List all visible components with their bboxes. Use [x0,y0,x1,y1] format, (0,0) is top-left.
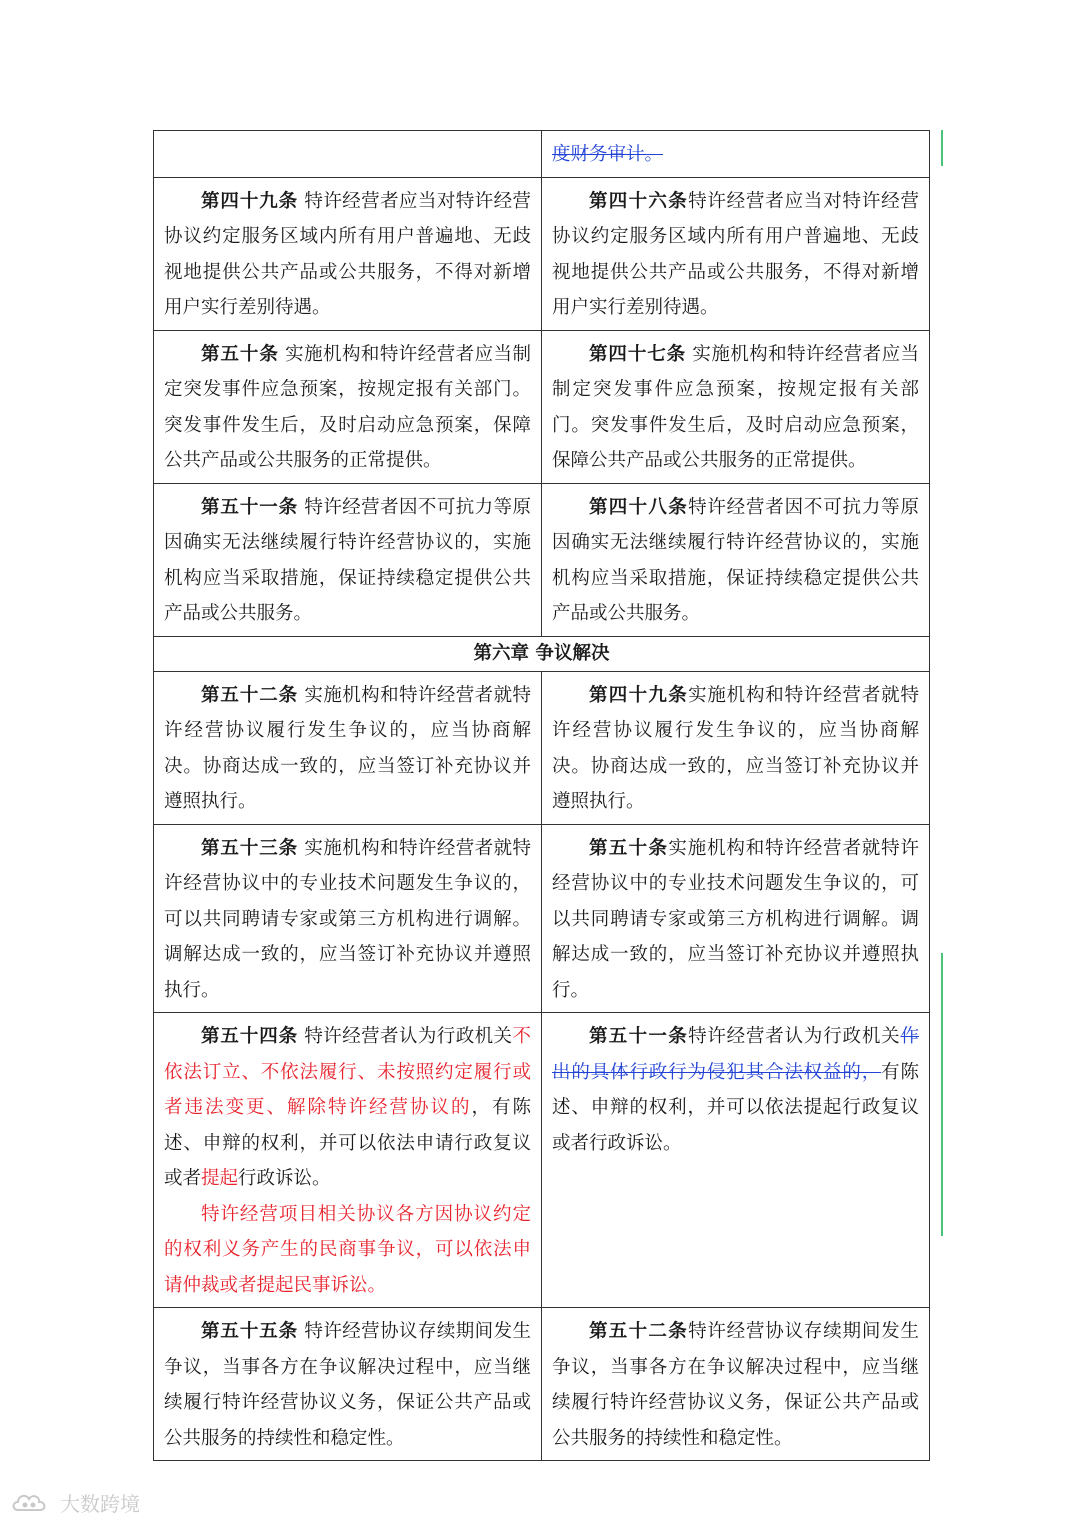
article-text: ，有陈述、申辩的权利，并可以依法申请行政复议或者 [164,1097,531,1189]
article-text: 特许经营协议存续期间发生争议，当事各方在争议解决过程中，应当继续履行特许经营协议义务，保证公共产品或公共服务的持续性和稳定性。 [552,1321,919,1449]
right-cell [542,131,930,178]
article-text: 实施机构和特许经营者就特许经营协议履行发生争议的，应当协商解决。协商达成一致的，应当签订补充协议并遵照执行。 [164,684,531,812]
cloud-logo-icon [10,1490,54,1516]
right-cell [542,177,930,330]
watermark-text: 大数跨境 [60,1492,140,1516]
article-text: 实施机构和特许经营者应当制定突发事件应急预案，按规定报有关部门。突发事件发生后，及时启动应急预案，保障公共产品或公共服务的正常提供。 [164,343,531,471]
article-number: 第四十九条 [589,684,689,706]
article-text: 特许经营协议存续期间发生争议，当事各方在争议解决过程中，应当继续履行特许经营协议义务，保证公共产品或公共服务的持续性和稳定性。 [164,1321,531,1449]
article-text: 有陈述、申辩的权利，并可以依法提起行政复议或者行政诉讼。 [552,1061,919,1154]
article-number: 第五十二条 [589,1321,689,1342]
article-text: 特许经营者因不可抗力等原因确实无法继续履行特许经营协议的，实施机构应当采取措施，保证持续稳定提供公共产品或公共服务。 [552,496,919,624]
right-cell [542,824,930,1013]
right-cell [542,330,930,483]
article-number: 第四十九条 [201,190,299,212]
change-bar [941,130,943,166]
article-number: 第五十一条 [201,496,299,518]
left-cell [154,824,542,1013]
article-text: 特许经营者因不可抗力等原因确实无法继续履行特许经营协议的，实施机构应当采取措施，保证持续稳定提供公共产品或公共服务。 [164,496,531,624]
deleted-text: 作出的具体行政行为侵犯其合法权益的， [552,1026,919,1083]
article-text: 实施机构和特许经营者就特许经营协议中的专业技术问题发生争议的，可以共同聘请专家或第三方机构进行调解。调解达成一致的，应当签订补充协议并遵照执行。 [164,837,531,1001]
article-number: 第五十二条 [201,684,299,706]
left-cell [154,671,542,824]
article-text: 特许经营者应当对特许经营协议约定服务区域内所有用户普遍地、无歧视地提供公共产品或公共服务，不得对新增用户实行差别待遇。 [552,190,919,318]
table-row [154,636,930,671]
article-number: 第四十六条 [589,190,689,212]
article-number: 第五十三条 [201,837,299,859]
article-number: 第四十八条 [589,496,689,518]
article-text: 特许经营者应当对特许经营协议约定服务区域内所有用户普遍地、无歧视地提供公共产品或公共服务，不得对新增用户实行差别待遇。 [164,190,531,318]
table-row [154,131,930,178]
inserted-paragraph: 特许经营项目相关协议各方因协议约定的权利义务产生的民商事争议，可以依法申请仲裁或者提起民事诉讼。 [164,1203,531,1296]
article-text: 特许经营者认为行政机关 [304,1026,513,1047]
article-text: 实施机构和特许经营者就特许经营协议履行发生争议的，应当协商解决。协商达成一致的，应当签订补充协议并遵照执行。 [552,684,919,812]
article-text: 实施机构和特许经营者就特许经营协议中的专业技术问题发生争议的，可以共同聘请专家或第三方机构进行调解。调解达成一致的，应当签订补充协议并遵照执行。 [552,837,919,1001]
change-bar [941,953,943,1236]
table-row [154,330,930,483]
inserted-text: 不依法订立、不依法履行、未按照约定履行或者违法变更、解除特许经营协议的 [164,1026,531,1118]
right-cell [542,1308,930,1461]
article-number: 第四十七条 [589,343,687,365]
left-cell [154,131,542,178]
article-number: 第五十五条 [201,1321,299,1342]
chapter-heading: 第六章 争议解决 [154,636,930,671]
right-cell [542,1013,930,1308]
table-row [154,177,930,330]
table-row [154,1013,930,1308]
left-cell [154,1308,542,1461]
watermark [10,1488,140,1517]
inserted-text: 提起 [201,1168,239,1189]
left-cell [154,1013,542,1308]
article-number: 第五十条 [201,343,279,365]
article-text: 行政诉讼。 [238,1168,331,1189]
table-row [154,483,930,636]
table-row [154,671,930,824]
article-number: 第五十条 [589,837,669,859]
table-row [154,824,930,1013]
right-cell [542,671,930,824]
deleted-text: 度财务审计。 [552,144,664,165]
right-cell [542,483,930,636]
article-text: 特许经营者认为行政机关 [688,1026,901,1047]
table-row [154,1308,930,1461]
left-cell [154,177,542,330]
left-cell [154,483,542,636]
article-number: 第五十一条 [589,1026,689,1047]
comparison-table [153,130,930,1461]
article-number: 第五十四条 [201,1026,299,1047]
article-text: 实施机构和特许经营者应当制定突发事件应急预案，按规定报有关部门。突发事件发生后，及时启动应急预案，保障公共产品或公共服务的正常提供。 [552,343,919,471]
left-cell [154,330,542,483]
